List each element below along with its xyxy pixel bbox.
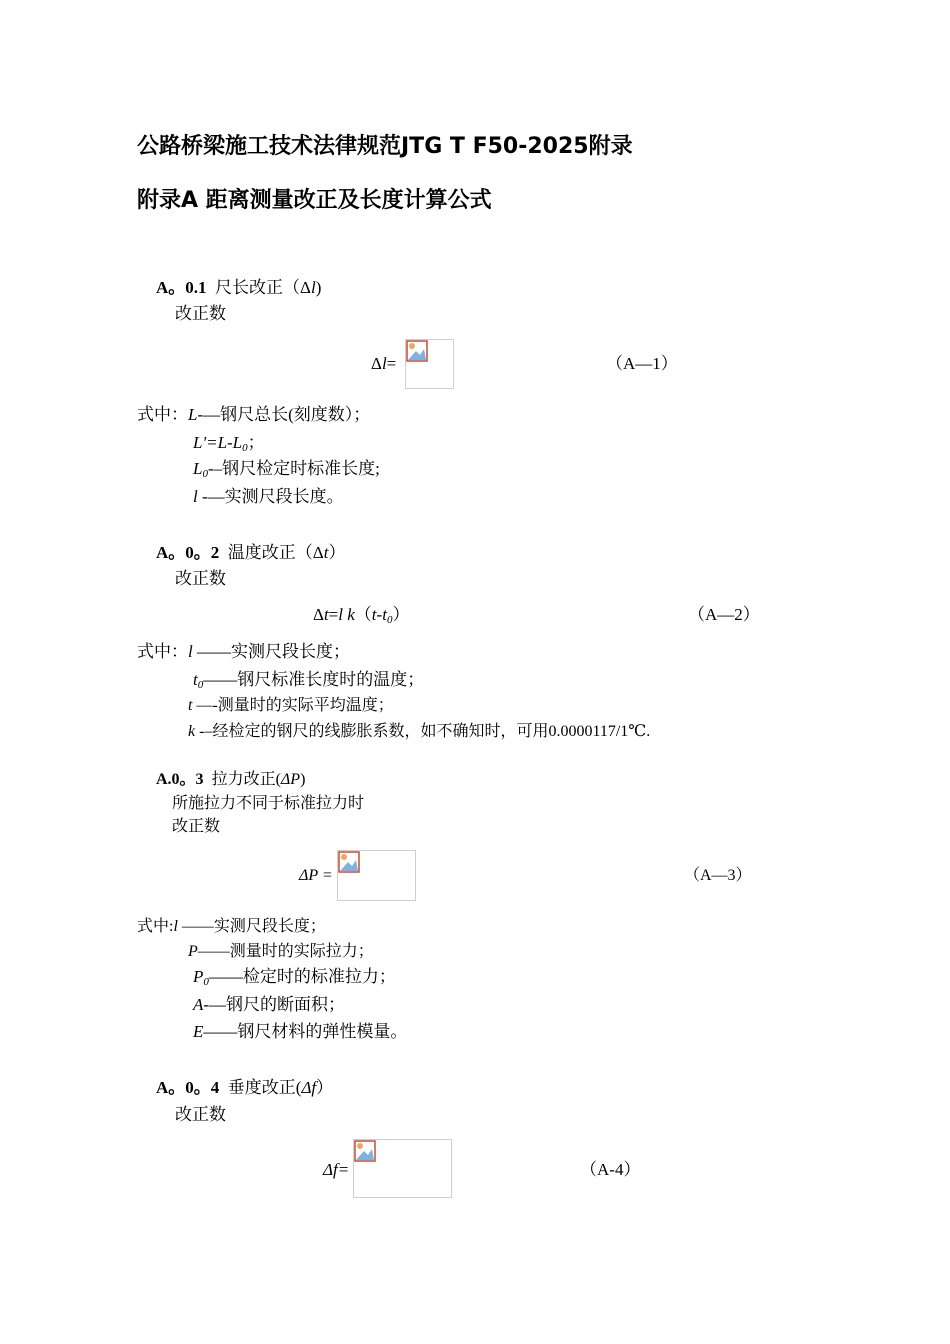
where-prefix: 式中: xyxy=(137,918,174,935)
correction-label: 改正数 xyxy=(175,569,226,588)
equation-number-a4: （A-4） xyxy=(580,1160,641,1179)
where-line-4 xyxy=(193,995,345,1015)
section-number: A。0.1 xyxy=(156,278,207,297)
formula-image-a1 xyxy=(405,339,454,389)
where-prefix: 式中： xyxy=(137,642,188,661)
section-title: 拉力改正( xyxy=(211,771,281,788)
formula-variable: l xyxy=(338,605,343,624)
where-line-3 xyxy=(193,459,380,481)
def-variable: A xyxy=(193,995,204,1014)
broken-image-icon xyxy=(354,1140,376,1162)
where-line-1 xyxy=(137,405,370,425)
where-line-5 xyxy=(193,1022,407,1042)
section-number: A.0。3 xyxy=(156,771,204,788)
formula-lhs xyxy=(323,1160,349,1180)
delta-symbol: Δ xyxy=(313,605,324,624)
broken-image-icon xyxy=(406,340,428,362)
where-line-2 xyxy=(188,942,374,961)
def-text: —-测量时的实际平均温度； xyxy=(192,697,394,714)
formula-variable: Δf= xyxy=(323,1160,350,1179)
formula-variable: t xyxy=(382,605,387,624)
def-text: ——钢尺材料的弹性模量。 xyxy=(203,1022,408,1041)
section-title: 尺长改正（Δ xyxy=(215,278,311,297)
def-variable: P xyxy=(193,967,204,986)
def-text: -–钢尺检定时标准长度; xyxy=(207,459,380,478)
formula-image-a4 xyxy=(353,1139,452,1198)
def-variable: k xyxy=(188,723,196,740)
section-close: ) xyxy=(300,771,306,788)
section-close: ） xyxy=(328,543,346,562)
equals-sign: = xyxy=(386,354,397,373)
where-line-1 xyxy=(137,917,326,936)
section-title: 温度改正（Δ xyxy=(227,543,324,562)
subscript: 0 xyxy=(386,614,393,626)
section-variable: t xyxy=(323,543,329,562)
subscript: 0 xyxy=(242,442,248,454)
appendix-title: 附录A 距离测量改正及长度计算公式 xyxy=(137,188,492,213)
correction-label: 改正数 xyxy=(175,304,226,323)
formula-variable: l xyxy=(381,354,387,373)
def-text: -—实测尺段长度。 xyxy=(197,487,344,506)
def-text: -–经检定的钢尺的线膨胀系数，如不确知时，可用0.0000117/1℃. xyxy=(195,723,651,740)
formula-lhs xyxy=(371,354,396,374)
def-text: ——实测尺段长度； xyxy=(177,918,326,935)
section-variable: l xyxy=(310,278,316,297)
subscript: 0 xyxy=(202,468,208,480)
paren-close: ） xyxy=(392,605,410,624)
where-prefix: 式中： xyxy=(137,405,188,424)
correction-label: 改正数 xyxy=(175,1105,226,1124)
section-number: A。0。4 xyxy=(156,1078,220,1097)
broken-image-icon xyxy=(338,851,360,873)
def-variable: P xyxy=(188,943,198,960)
def-text: ——实测尺段长度； xyxy=(192,642,350,661)
where-line-2 xyxy=(193,670,424,692)
delta-symbol: Δ xyxy=(371,354,382,373)
equation-number-a1: （A—1） xyxy=(606,354,678,373)
def-variable: L' xyxy=(193,433,207,452)
def-text: -—钢尺的断面积； xyxy=(203,995,346,1014)
def-variable: t xyxy=(188,697,193,714)
def-text: ——测量时的实际拉力； xyxy=(197,943,374,960)
where-line-4 xyxy=(188,722,650,741)
condition-line: 所施拉力不同于标准拉力时 xyxy=(172,795,365,812)
def-expression: =L-L xyxy=(206,433,243,452)
equals-sign: = xyxy=(328,605,339,624)
def-text: ； xyxy=(247,433,265,452)
where-line-3 xyxy=(193,967,396,989)
def-text: ——钢尺标准长度时的温度； xyxy=(203,670,425,689)
subscript: 0 xyxy=(197,679,204,691)
formula-image-a3 xyxy=(337,850,416,901)
where-line-4 xyxy=(193,487,344,507)
minus-sign: - xyxy=(376,605,383,624)
def-variable: l xyxy=(193,487,198,506)
section-variable: Δf xyxy=(301,1078,317,1097)
section-number: A。0。2 xyxy=(156,543,220,562)
subscript: 0 xyxy=(203,976,209,988)
def-text: -—钢尺总长(刻度数）； xyxy=(197,405,371,424)
section-title: 垂度改正( xyxy=(227,1078,302,1097)
paren-open: （ xyxy=(354,605,372,624)
section-close: ） xyxy=(316,1078,334,1097)
section-heading-a01 xyxy=(156,278,321,298)
def-variable: L xyxy=(193,459,203,478)
section-heading-a03 xyxy=(156,770,305,789)
section-heading-a02 xyxy=(156,543,345,563)
section-close: ) xyxy=(315,278,322,297)
def-variable: L xyxy=(188,405,198,424)
where-line-2 xyxy=(193,433,265,455)
formula-a2 xyxy=(313,605,409,627)
where-line-1 xyxy=(137,642,350,662)
section-variable: ΔP xyxy=(280,771,301,788)
equation-number-a2: （A—2） xyxy=(688,605,760,624)
section-heading-a04 xyxy=(156,1078,333,1098)
def-text: ——检定时的标准拉力； xyxy=(208,967,396,986)
document-title: 公路桥梁施工技术法律规范JTG T F50-2025附录 xyxy=(137,134,633,159)
correction-label: 改正数 xyxy=(172,818,221,835)
def-variable: t xyxy=(193,670,198,689)
equation-number-a3: （A—3） xyxy=(684,867,752,884)
formula-variable: ΔP = xyxy=(299,867,333,884)
formula-variable: k xyxy=(347,605,355,624)
formula-variable: t xyxy=(371,605,377,624)
formula-lhs xyxy=(299,866,333,885)
def-variable: l xyxy=(188,642,193,661)
def-variable: E xyxy=(193,1022,204,1041)
formula-variable: t xyxy=(323,605,329,624)
where-line-3 xyxy=(188,696,394,715)
def-variable: l xyxy=(173,918,178,935)
